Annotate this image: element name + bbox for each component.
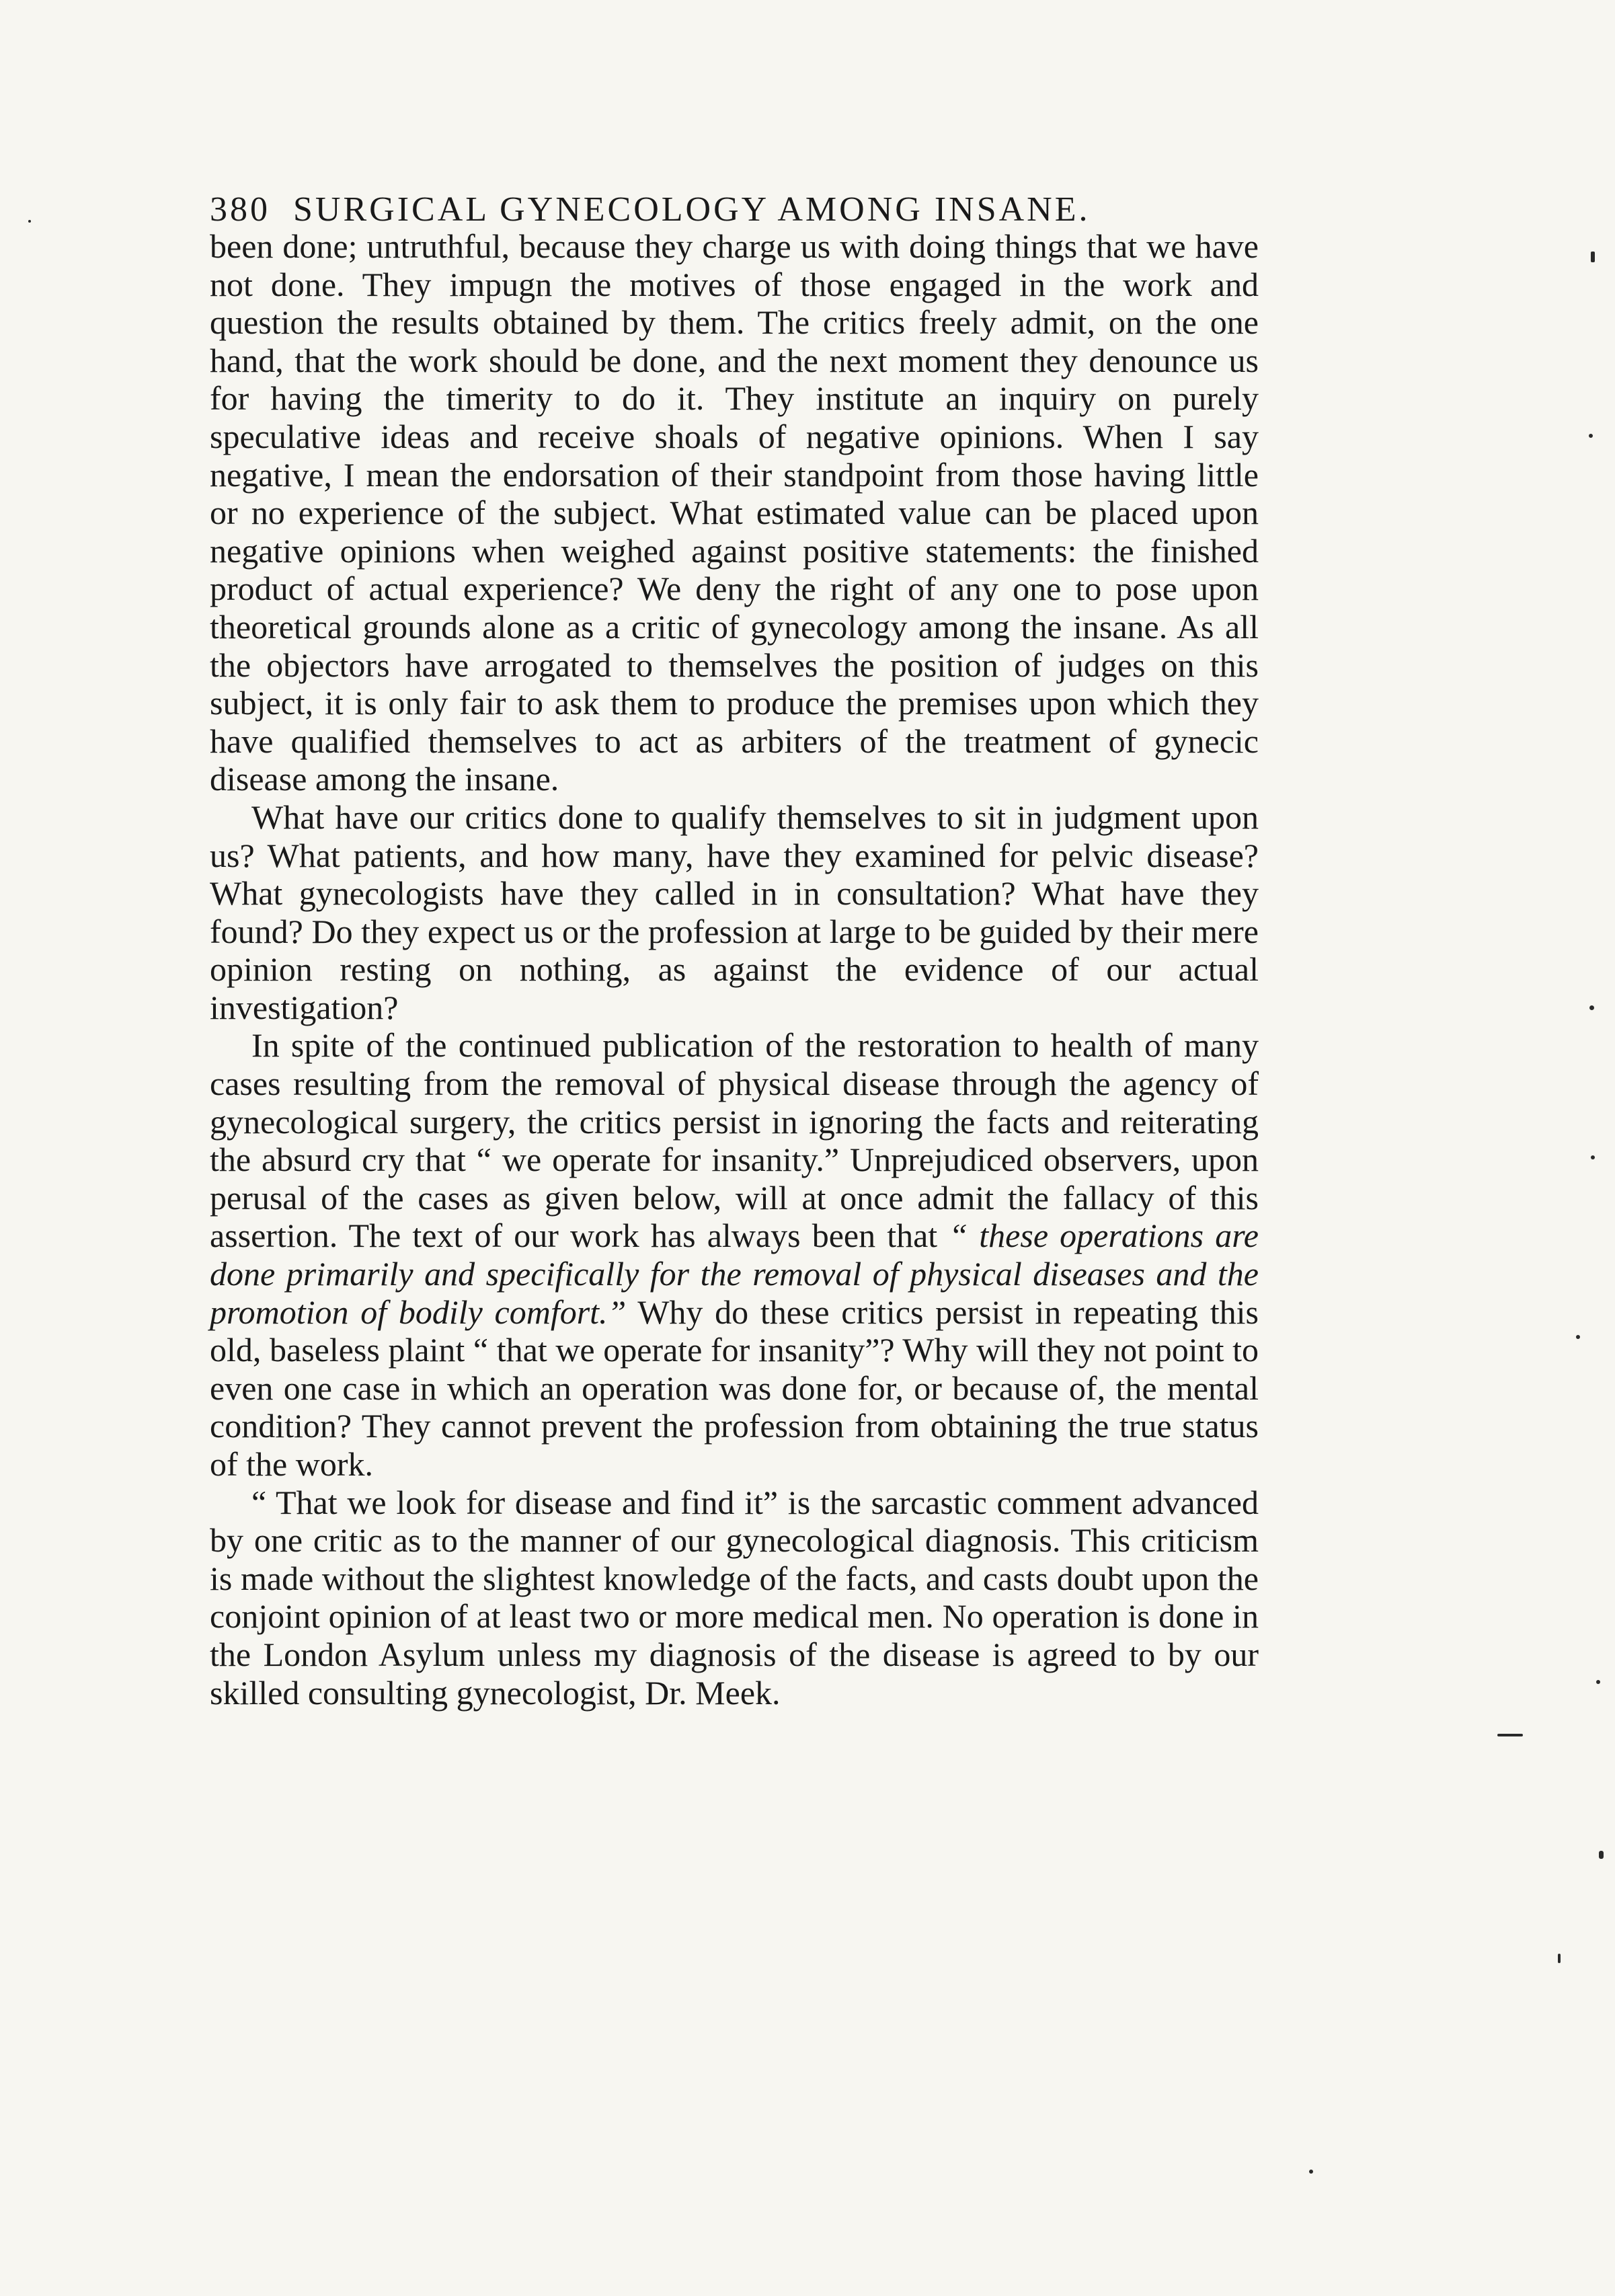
paragraph-3-text-before: In spite of the continued publication of the restoration to health of many cases resulting from the removal of physical disease through the agency of gynecological surgery, the critics persist in ignoring the facts and reiterating the absurd cry that “ we operate for insanity.” Unprejudiced observers, upon perusal of the cases as given below, will at once admit the fallacy of this assertion. The text of our work has always been that	[210, 1026, 1259, 1255]
scan-speck	[1589, 1005, 1594, 1010]
paragraph-4-text: “ That we look for disease and find it” is the sarcastic comment advanced by one critic as to the manner of our gynecological diagnosis. This criticism is made without the slightest knowledge of the facts, and casts doubt upon the conjoint opinion of at least two or more medical men. No operation is done in the London Asylum unless my diagnosis of the disease is agreed to by our skilled consulting gynecologist, Dr. Meek.	[210, 1483, 1259, 1712]
paragraph-4	[210, 1484, 1259, 1712]
body-text	[210, 227, 1259, 1712]
scan-speck	[1596, 1680, 1600, 1684]
paragraph-3-italic-quote: “ these operations are done primarily and specifically for the removal of physical diseases and the promotion of bodily comfort.”	[210, 1217, 1259, 1331]
scan-speck	[1497, 1734, 1523, 1736]
scan-speck	[28, 220, 31, 223]
paragraph-2-text: What have our critics done to qualify themselves to sit in judgment upon us? What patients, and how many, have they examined for pelvic disease? What gynecologists have they called in in consultation? What have they found? Do they expect us or the profession at large to be guided by their mere opinion resting on nothing, as against the evidence of our actual investigation?	[210, 798, 1259, 1026]
paragraph-1-text: been done; untruthful, because they charge us with doing things that we have not done. They impugn the motives of those engaged in the work and question the results obtained by them. The critics freely admit, on the one hand, that the work should be done, and the next moment they denounce us for having the timerity to do it. They institute an inquiry on purely speculative ideas and receive shoals of negative opinions. When I say negative, I mean the endorsation of their standpoint from those having little or no experience of the subject. What estimated value can be placed upon negative opinions when weighed against positive statements: the finished product of actual experience? We deny the right of any one to pose upon theoretical grounds alone as a critic of gynecology among the insane. As all the objectors have arrogated to themselves the position of judges on this subject, it is only fair to ask them to produce the premises upon which they have qualified themselves to act as arbiters of the treatment of gynecic disease among the insane.	[210, 227, 1259, 798]
scan-speck	[1558, 1954, 1561, 1963]
page-number: 380	[210, 190, 270, 229]
scan-speck	[1309, 2170, 1313, 2174]
scan-speck	[1589, 434, 1593, 438]
scan-speck	[1591, 252, 1595, 262]
paragraph-3	[210, 1026, 1259, 1483]
paragraph-2	[210, 798, 1259, 1027]
paragraph-3-text-after: Why do these critics persist in repeating this old, baseless plaint “ that we operate for insanity”? Why will they not point to even one case in which an operation was done for, or because of, the mental condition? They cannot prevent the profession from obtaining the true status of the work.	[210, 1293, 1259, 1483]
paragraph-1	[210, 227, 1259, 798]
running-title: SURGICAL GYNECOLOGY AMONG INSANE.	[293, 190, 1091, 229]
scan-speck	[1576, 1335, 1580, 1339]
scan-speck	[1591, 1155, 1595, 1159]
scan-speck	[1599, 1851, 1604, 1859]
